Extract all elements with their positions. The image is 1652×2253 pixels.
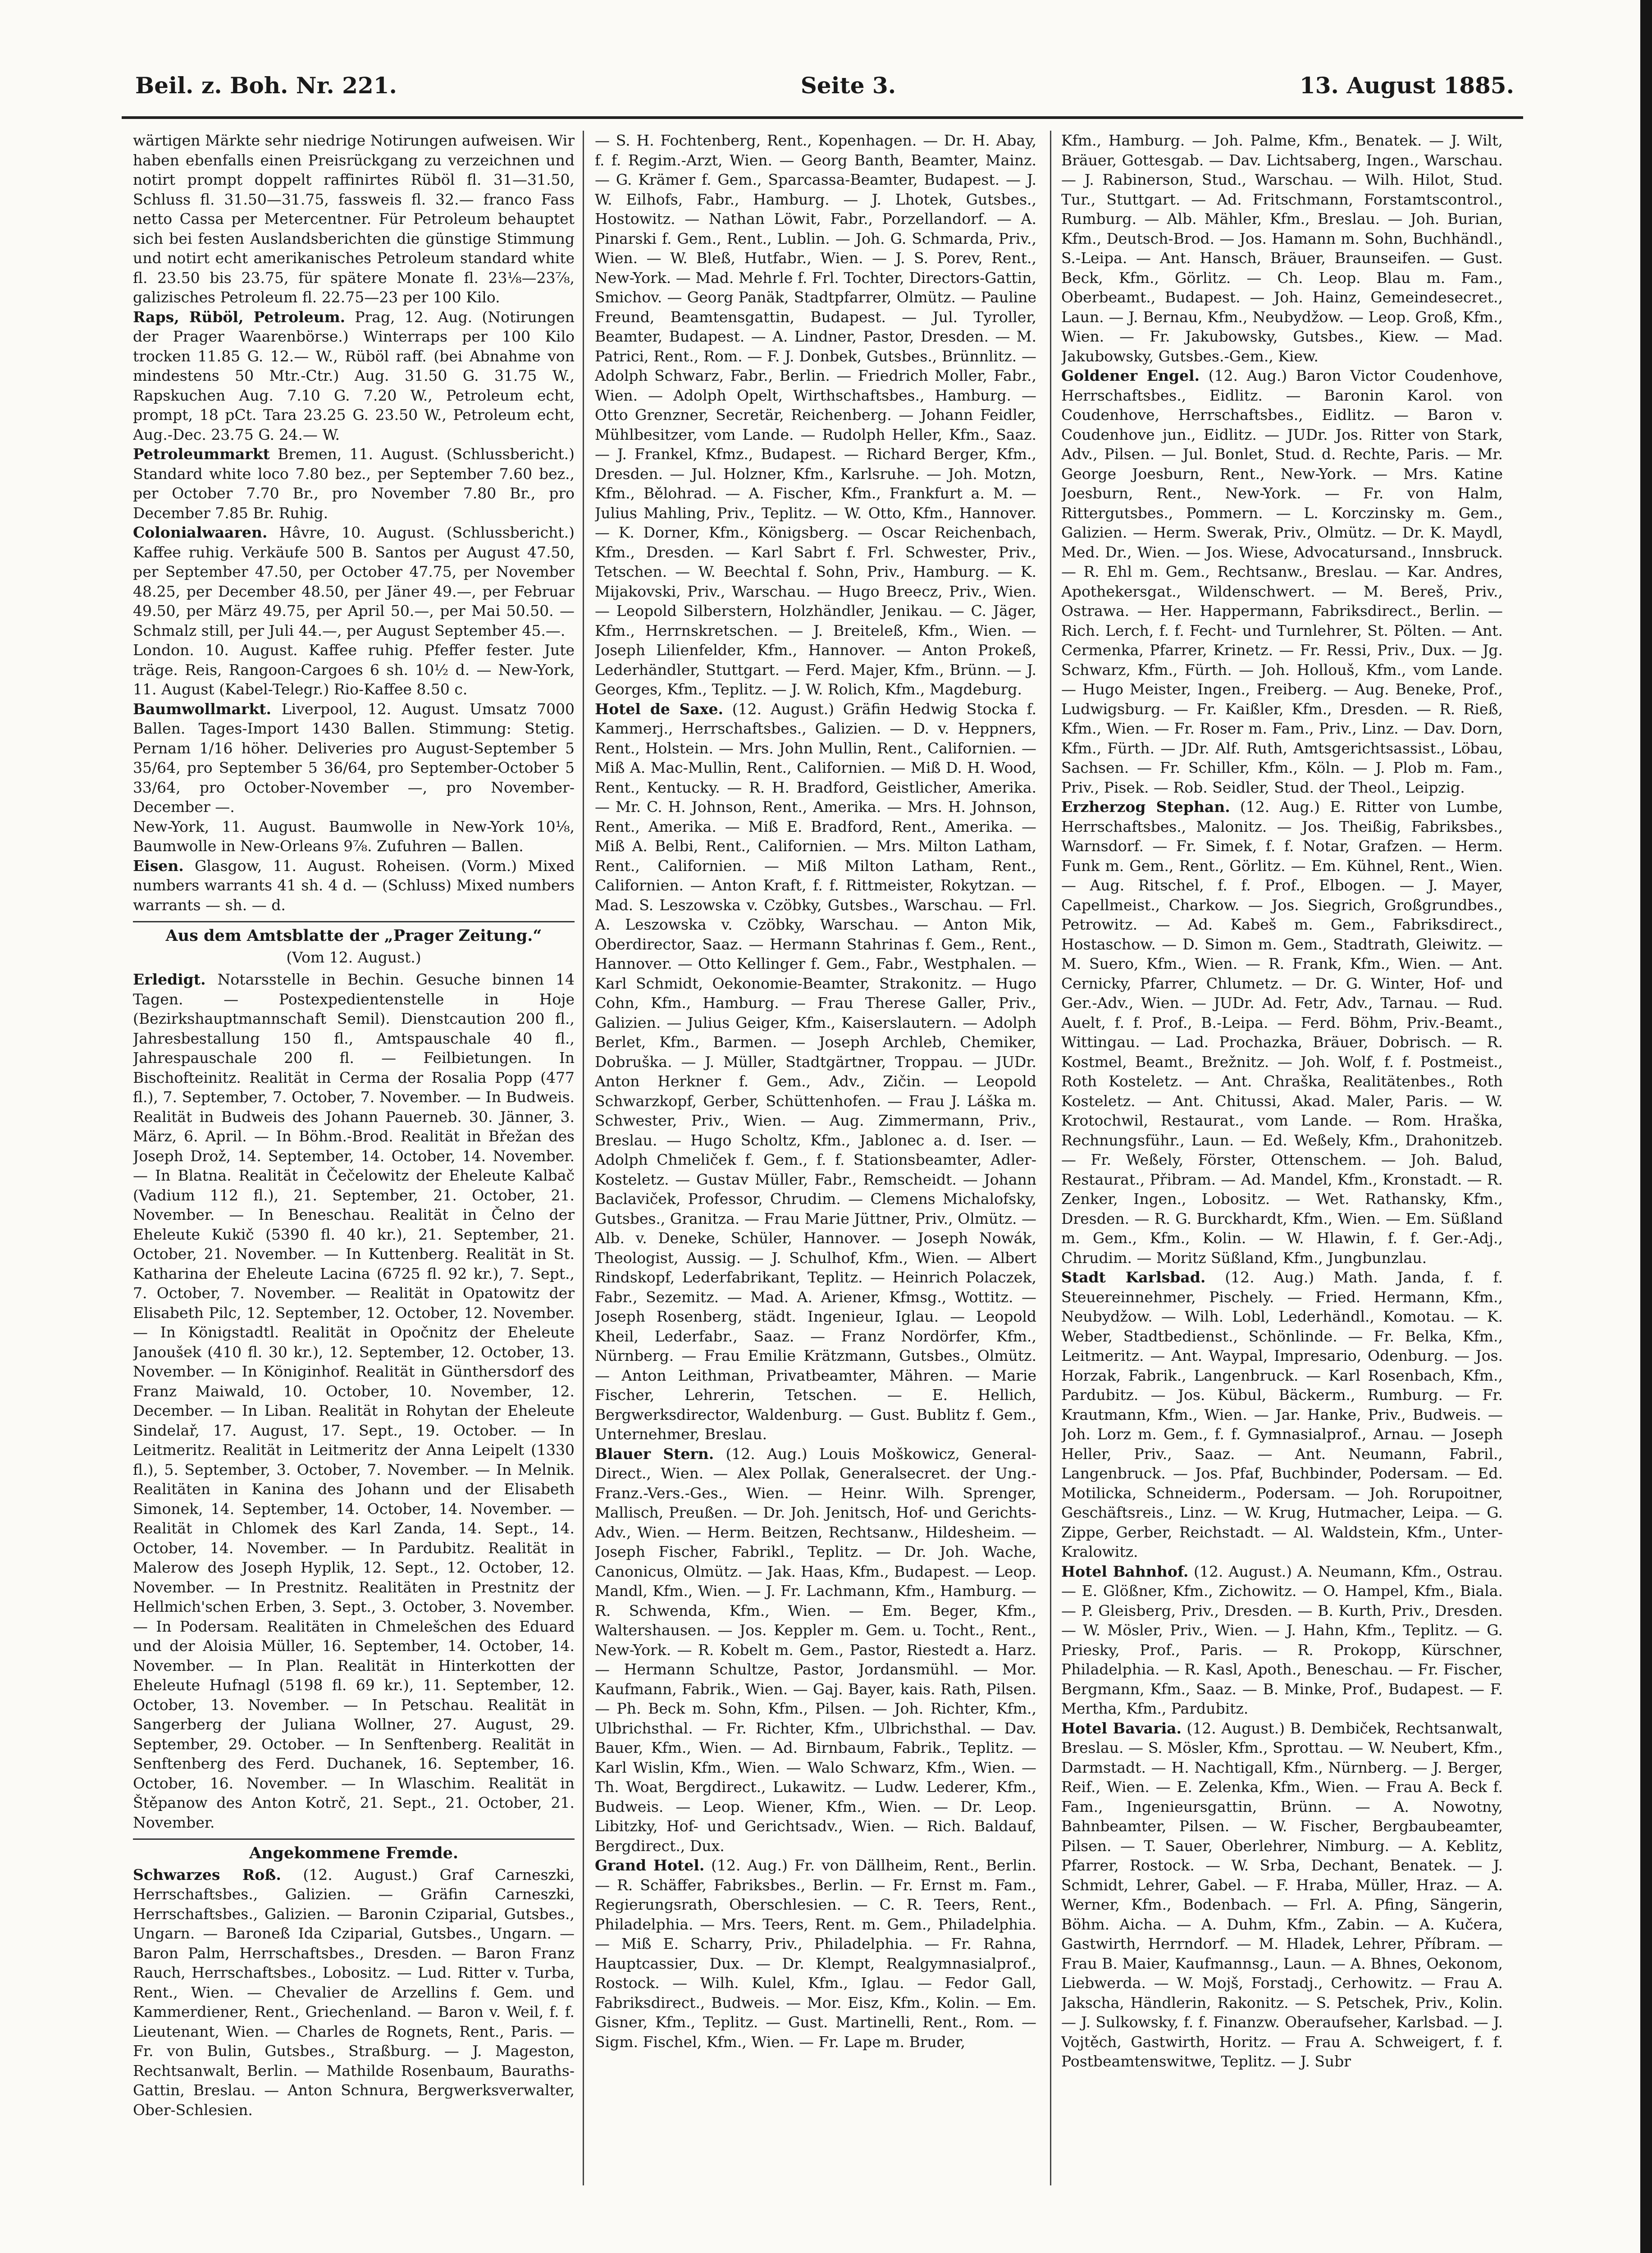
section-title-amtsblatt: Aus dem Amtsblatte der „Prager Zeitung.“ (165, 926, 542, 945)
notice-heading: Erledigt. (133, 971, 206, 988)
hotel-guest-list: (12. August.) A. Neumann, Kfm., Ostrau. — E. Glößner, Kfm., Zichowitz. — O. Hampel, Kfm., Biala. — P. Gleisberg, Priv., Dresden. — B. Kurth, Priv., Dresden. — W. Mösler, Priv., Wien. — J. Hahn, Kfm., Teplitz. — G. Priesky, Prof., Paris. — R. Prokopp, Kürschner, Philadelphia. — R. Kasl, Apoth., Beneschau. — Fr. Fischer, Bergmann, Kfm., Saaz. — B. Minke, Prof., Budapest. — F. Mertha, Kfm., Pardubitz. (1061, 1562, 1503, 1717)
hotel-guests-grand-hotel (595, 1856, 1036, 2052)
hotel-guests-hotel-bahnhof (1061, 1562, 1503, 1719)
market-report-glasgow (133, 856, 575, 915)
column-3 (1061, 131, 1503, 2230)
hotel-guest-list-continued: Kfm., Hamburg. — Joh. Palme, Kfm., Benatek. — J. Wilt, Bräuer, Gottesgab. — Dav. Lichtsaberg, Ingen., Warschau. — J. Rabinerson, Stud., Warschau. — Wilh. Hilot, Stud. Tur., Stuttgart. — Ad. Fritschmann, Forstamtscontrol., Rumburg. — Alb. Mähler, Kfm., Breslau. — Joh. Burian, Kfm., Deutsch-Brod. — Jos. Hamann m. Sohn, Buchhändl., S.-Leipa. — Ant. Hansch, Bräuer, Braunseifen. — Gust. Beck, Kfm., Görlitz. — Ch. Leop. Blau m. Fam., Oberbeamt., Budapest. — Joh. Hainz, Gemeindesecret., Laun. — J. Bernau, Kfm., Neubydžow. — Leop. Groß, Kfm., Wien. — Fr. Jakubowsky, Gutsbes., Kiew. — Mad. Jakubowsky, Gutsbes.-Gem., Kiew. (1061, 132, 1503, 365)
hotel-heading: Hotel Bahnhof. (1061, 1562, 1189, 1580)
section-rule (133, 1838, 575, 1840)
market-heading: Colonialwaaren. (133, 524, 268, 541)
page-header (135, 72, 1514, 104)
market-report-london: London. 10. August. Kaffee ruhig. Pfeffer fester. Jute träge. Reis, Rangoon-Cargoes 6 sh. 10½ d. — New-York, 11. August (Kabel-Telegr.) Rio-Kaffee 8.50 c. (133, 641, 575, 698)
column-1 (133, 131, 575, 2230)
market-report-newyork: New-York, 11. August. Baumwolle in New-York 10⅛, Baumwolle in New-Orleans 9⅞. Zufuhren — Ballen. (133, 817, 575, 855)
scan-edge (1640, 0, 1652, 2253)
market-heading: Baumwollmarkt. (133, 700, 271, 718)
column-separator (1050, 131, 1051, 2185)
hotel-heading: Hotel de Saxe. (595, 700, 723, 718)
hotel-heading: Blauer Stern. (595, 1445, 714, 1463)
hotel-guest-list: (12. August.) Gräfin Hedwig Stocka f. Kammerj., Herrschaftsbes., Galizien. — D. v. Heppners, Rent., Holstein. — Mrs. John Mullin, Rent., Californien. — Miß A. Mac-Mullin, Rent., Californien. — Miß D. H. Wood, Rent., Kentucky. — R. H. Bradford, Geistlicher, Amerika. — Mr. C. H. Johnson, Rent., Amerika. — Mrs. H. Johnson, Rent., Amerika. — Miß E. Bradford, Rent., Amerika. — Miß A. Belbi, Rent., Californien. — Mrs. Milton Latham, Rent., Californien. — Miß Milton Latham, Rent., Californien. — Anton Kraft, f. f. Rittmeister, Rokytzan. — Mad. S. Leszowska v. Czöbky, Gutsbes., Warschau. — Frl. A. Leszowska v. Czöbky, Warschau. — Anton Mik, Oberdirector, Saaz. — Hermann Stahrinas f. Gem., Rent., Hannover. — Otto Kellinger f. Gem., Fabr., Westphalen. — Karl Schmidt, Oekonomie-Beamter, Strakonitz. — Hugo Cohn, Kfm., Hamburg. — Frau Therese Galler, Priv., Galizien. — Julius Geiger, Kfm., Kaiserslautern. — Adolph Berlet, Kfm., Barmen. — Joseph Archleb, Chemiker, Dobruška. — J. Müller, Stadtgärtner, Troppau. — JUDr. Anton Herkner f. Gem., Adv., Zičin. — Leopold Schwarzkopf, Gerber, Schüttenhofen. — Frau J. Láška m. Schwester, Priv., Wien. — Aug. Zimmermann, Priv., Breslau. — Hugo Scholtz, Kfm., Jablonec a. d. Iser. — Adolph Chmeliček f. Gem., f. f. Stationsbeamter, Adler-Kosteletz. — Gustav Müller, Fabr., Remscheidt. — Johann Baclaviček, Professor, Chrudim. — Clemens Michalofsky, Gutsbes., Granitza. — Frau Marie Jüttner, Priv., Olmütz. — Alb. v. Deneke, Schüler, Hannover. — Joseph Nowák, Theologist, Aussig. — J. Schulhof, Kfm., Wien. — Albert Rindskopf, Lederfabrikant, Teplitz. — Heinrich Polaczek, Fabr., Sezemitz. — Mad. A. Ariener, Kfmsg., Wottitz. — Joseph Rosenberg, städt. Ingenieur, Iglau. — Leopold Kheil, Lederfabr., Saaz. — Franz Nordörfer, Kfm., Nürnberg. — Frau Emilie Krätzmann, Gutsbes., Olmütz. — Anton Leithman, Privatbeamter, Mähren. — Marie Fischer, Lehrerin, Tetschen. — E. Hellich, Bergwerksdirector, Waldenburg. — Gust. Bublitz f. Gem., Unternehmer, Breslau. (595, 700, 1036, 1443)
market-report-liverpool (133, 699, 575, 817)
market-heading: Raps, Rüböl, Petroleum. (133, 308, 346, 326)
market-text: Hâvre, 10. August. (Schlussbericht.) Kaffee ruhig. Verkäufe 500 B. Santos per August 47.50, per September 47.50, per October 47.75, per November 48.25, per December 48.50, per Jäner 49.—, per Februar 49.50, per März 49.75, per April 50.—, per Mai 50.50. — Schmalz still, per Juli 44.—, per August September 45.—. (133, 524, 575, 639)
market-heading: Petroleummarkt (133, 445, 270, 463)
section-subtitle: (Vom 12. August.) (286, 948, 421, 966)
market-report-havre (133, 523, 575, 640)
header-rule (122, 116, 1523, 119)
hotel-guests-hotel-bavaria (1061, 1719, 1503, 2071)
market-text: Prag, 12. Aug. (Notirungen der Prager Waarenbörse.) Winterraps per 100 Kilo trocken 11.85 G. 12.— W., Rüböl raff. (bei Abnahme von mindestens 50 Mtr.-Ctr.) Aug. 31.50 G. 31.75 W., Rapskuchen Aug. 7.10 G. 7.20 W., Petroleum echt, prompt, 18 pCt. Tara 23.25 G. 23.50 W., Petroleum echt, Aug.-Dec. 23.75 G. 24.— W. (133, 308, 575, 443)
hotel-guest-list: (12. Aug.) Math. Janda, f. f. Steuereinnehmer, Pischely. — Fried. Hermann, Kfm., Neubydžow. — Wilh. Lobl, Lederhändl., Komotau. — K. Weber, Stadtbedienst., Schönlinde. — Fr. Belka, Kfm., Leitmeritz. — Ant. Waypal, Impresario, Odenburg. — Jos. Horzak, Fabrik., Langenbruck. — Karl Rosenbach, Kfm., Pardubitz. — Jos. Kübul, Bäckerm., Rumburg. — Fr. Krautmann, Kfm., Wien. — Jar. Hanke, Priv., Budweis. — Joh. Lorz m. Gem., f. f. Gymnasialprof., Arnau. — Joseph Heller, Priv., Saaz. — Ant. Neumann, Fabril., Langenbruck. — Jos. Pfaf, Buchbinder, Podersam. — Ed. Motilicka, Schneiderm., Podersam. — Joh. Rorupoitner, Geschäftsreis., Linz. — W. Krug, Hutmacher, Leipa. — G. Zippe, Gerber, Reichstadt. — Al. Waldstein, Kfm., Unter-Kralowitz. (1061, 1268, 1503, 1560)
header-left: Beil. z. Boh. Nr. 221. (135, 72, 397, 99)
notice-text: Notarsstelle in Bechin. Gesuche binnen 14 Tagen. — Postexpedientenstelle in Hoje (Bezirkshauptmannschaft Semil). Dienstcaution 200 fl., Jahresbestallung 150 fl., Amtspauschale 40 fl., Jahrespauschale 200 fl. — Feilbietungen. In Bischofteinitz. Realität in Cerma der Rosalia Popp (477 fl.), 7. September, 7. October, 7. November. — In Budweis. Realität in Budweis des Johann Pauerneb. 30. Jänner, 3. März, 6. April. — In Böhm.-Brod. Realität in Břežan des Joseph Drož, 14. September, 14. October, 14. November. — In Blatna. Realität in Čečelowitz der Eheleute Kalbač (Vadium 112 fl.), 21. September, 21. October, 21. November. — In Beneschau. Realität in Čelno der Eheleute Kukič (5390 fl. 40 kr.), 21. September, 21. October, 21. November. — In Kuttenberg. Realität in St. Katharina der Eheleute Lacina (6725 fl. 92 kr.), 7. Sept., 7. October, 7. November. — Realität in Opatowitz der Elisabeth Pilc, 12. September, 12. October, 12. November. — In Königstadtl. Realität in Opočnitz der Eheleute Janoušek (410 fl. 30 kr.), 12. September, 12. October, 13. November. — In Königinhof. Realität in Günthersdorf des Franz Maiwald, 10. October, 10. November, 12. December. — In Liban. Realität in Rohytan der Eheleute Sindelař, 17. August, 17. Sept., 19. October. — In Leitmeritz. Realität in Leitmeritz der Anna Leipelt (1330 fl.), 5. September, 3. October, 7. November. — In Melnik. Realitäten in Kanina des Johann und der Elisabeth Simonek, 14. September, 14. October, 14. November. — Realität in Chlomek des Karl Zanda, 14. Sept., 14. October, 14. November. — In Pardubitz. Realität in Malerow des Joseph Hyplik, 12. Sept., 12. October, 12. November. — In Prestnitz. Realitäten in Prestnitz der Hellmich'schen Erben, 3. Sept., 3. October, 3. November. — In Podersam. Realitäten in Chmelešchen des Eduard und der Aloisia Müller, 16. September, 14. October, 14. November. — In Plan. Realität in Hinterkotten der Eheleute Hufnagl (5198 fl. 69 kr.), 11. September, 12. October, 13. November. — In Petschau. Realität in Sangerberg der Juliana Wollner, 27. August, 29. September, 29. October. — In Senftenberg. Realität in Senftenberg des Ferd. Duchanek, 16. September, 16. October, 16. November. — In Wlaschim. Realität in Štěpanow des Anton Kotrč, 21. Sept., 21. October, 21. November. (133, 971, 575, 1831)
hotel-guest-list: (12. Aug.) Baron Victor Coudenhove, Herrschaftsbes., Eidlitz. — Baronin Karol. von Coudenhove, Herrschaftsbes., Eidlitz. — Baron v. Coudenhove jun., Eidlitz. — JUDr. Jos. Ritter von Stark, Adv., Pilsen. — Jul. Bonlet, Stud. d. Rechte, Paris. — Mr. George Joesburn, Rent., New-York. — Mrs. Katine Joesburn, Rent., New-York. — Fr. von Halm, Rittergutsbes., Pommern. — L. Korczinsky m. Gem., Galizien. — Herm. Swerak, Priv., Olmütz. — Dr. K. Maydl, Med. Dr., Wien. — Jos. Wiese, Advocatursand., Innsbruck. — R. Ehl m. Gem., Rechtsanw., Breslau. — Kar. Andres, Apothekersgat., Wildenschwert. — M. Bereš, Priv., Ostrawa. — Her. Happermann, Fabriksdirect., Berlin. — Rich. Lerch, f. f. Fecht- und Turnlehrer, St. Pölten. — Ant. Cermenka, Pfarrer, Krinetz. — Fr. Ressi, Priv., Dux. — Jg. Schwarz, Kfm., Fürth. — Joh. Hollouš, Kfm., vom Lande. — Hugo Meister, Ingen., Freiberg. — Aug. Beneke, Prof., Ludwigsburg. — Fr. Kaißler, Kfm., Dresden. — R. Rieß, Kfm., Wien. — Fr. Roser m. Fam., Priv., Linz. — Dav. Dorn, Kfm., Fürth. — JDr. Alf. Ruth, Amtsgerichtsassist., Löbau, Sachsen. — Fr. Schiller, Kfm., Köln. — J. Plob m. Fam., Priv., Pisek. — Rob. Seidler, Stud. der Theol., Leipzig. (1061, 367, 1503, 796)
market-text: Bremen, 11. August. (Schlussbericht.) Standard white loco 7.80 bez., per September 7.60 bez., per October 7.70 Br., pro November 7.80 Br., pro December 7.85 Br. Ruhig. (133, 445, 575, 522)
hotel-guests-blauer-stern (595, 1444, 1036, 1856)
hotel-guest-list: (12. August.) B. Dembiček, Rechtsanwalt, Breslau. — S. Mösler, Kfm., Sprottau. — W. Neubert, Kfm., Darmstadt. — H. Nachtigall, Kfm., Nürnberg. — J. Berger, Reif., Wien. — E. Zelenka, Kfm., Wien. — Frau A. Beck f. Fam., Ingenieursgattin, Brünn. — A. Nowotny, Bahnbeamter, Pilsen. — W. Fischer, Bergbaubeamter, Pilsen. — T. Sauer, Oberlehrer, Nimburg. — A. Keblitz, Pfarrer, Rostock. — W. Srba, Dechant, Benatek. — J. Schmidt, Lehrer, Gabel. — F. Hraba, Müller, Hraz. — A. Werner, Kfm., Bodenbach. — Frl. A. Pfing, Sängerin, Böhm. Aicha. — A. Duhm, Kfm., Zabin. — A. Kučera, Gastwirth, Herrndorf. — M. Hladek, Lehrer, Příbram. — Frau B. Maier, Kaufmannsg., Laun. — A. Bhnes, Oekonom, Liebwerda. — W. Mojš, Forstadj., Cerhowitz. — Frau A. Jakscha, Händlerin, Rakonitz. — S. Petschek, Priv., Kolin. — J. Sulkowsky, f. f. Finanzw. Oberaufseher, Karlsbad. — J. Vojtěch, Gastwirth, Horitz. — Frau A. Schweigert, f. f. Postbeamtenswitwe, Teplitz. — J. Subr (1061, 1719, 1503, 2070)
market-text: Liverpool, 12. August. Umsatz 7000 Ballen. Tages-Import 1430 Ballen. Stimmung: Stetig. Pernam 1/16 höher. Deliveries pro August-September 5 35/64, pro September 5 36/64, pro September-October 5 33/64, pro October-November —, pro November-December —. (133, 700, 575, 816)
header-right: 13. August 1885. (1299, 72, 1514, 99)
market-report-rubol: wärtigen Märkte sehr niedrige Notirungen aufweisen. Wir haben ebenfalls einen Preisrückgang zu verzeichnen und notirt prompt doppelt raffinirtes Rüböl fl. 31—31.50, Schluss fl. 31.50—31.75, fassweis fl. 32.— franco Fass netto Cassa per Metercentner. Für Petroleum behauptet sich bei festen Auslandsberichten die günstige Stimmung und notirt echt amerikanisches Petroleum standard white fl. 23.50 bis 23.75, für spätere Monate fl. 23⅛—23⅞, galizisches Petroleum fl. 22.75—23 per 100 Kilo. (133, 132, 575, 306)
hotel-heading: Grand Hotel. (595, 1856, 705, 1874)
market-text: Glasgow, 11. August. Roheisen. (Vorm.) Mixed numbers warrants 41 sh. 4 d. — (Schluss) Mixed numbers warrants — sh. — d. (133, 857, 575, 914)
hotel-guests-hotel-de-saxe (595, 699, 1036, 1444)
hotel-heading: Goldener Engel. (1061, 367, 1200, 384)
hotel-guest-list: (12. August.) Graf Carneszki, Herrschaftsbes., Galizien. — Gräfin Carneszki, Herrschaftsbes., Galizien. — Baronin Cziparial, Gutsbes., Ungarn. — Baroneß Ida Cziparial, Gutsbes., Ungarn. — Baron Palm, Herrschaftsbes., Dresden. — Baron Franz Rauch, Herrschaftsbes., Lobositz. — Lud. Ritter v. Turba, Rent., Wien. — Chevalier de Arzellins f. Gem. und Kammerdiener, Rent., Griechenland. — Baron v. Weil, f. f. Lieutenant, Wien. — Charles de Rognets, Rent., Paris. — Fr. von Bulin, Gutsbes., Straßburg. — J. Mageston, Rechtsanwalt, Berlin. — Mathilde Rosenbaum, Bauraths-Gattin, Breslau. — Anton Schnura, Bergwerksverwalter, Ober-Schlesien. (133, 1865, 575, 2119)
hotel-guest-list: (12. Aug.) E. Ritter von Lumbe, Herrschaftsbes., Malonitz. — Jos. Theißig, Fabriksbes., Warnsdorf. — Fr. Simek, f. f. Notar, Grafzen. — Herm. Funk m. Gem., Rent., Görlitz. — Em. Kühnel, Rent., Wien. — Aug. Ritschel, f. f. Prof., Elbogen. — J. Mayer, Capellmeist., Charkow. — Jos. Siegrich, Großgrundbes., Petrowitz. — Ad. Kabeš m. Gem., Fabriksdirect., Hostaschow. — D. Simon m. Gem., Stadtrath, Gleiwitz. — M. Suero, Kfm., Wien. — R. Frank, Kfm., Wien. — Ant. Cernicky, Pfarrer, Chlumetz. — Dr. G. Winter, Hof- und Ger.-Adv., Wien. — JUDr. Ad. Fetr, Adv., Tarnau. — Rud. Auelt, f. f. Prof., B.-Leipa. — Ferd. Böhm, Priv.-Beamt., Wittingau. — Lad. Prochazka, Bräuer, Dobrisch. — R. Kostmel, Beamt., Brežnitz. — Joh. Wolf, f. f. Postmeist., Roth Kosteletz. — Ant. Chraška, Realitätenbes., Roth Kosteletz. — Ant. Chitussi, Akad. Maler, Paris. — W. Krotochwil, Restaurat., vom Lande. — Rom. Hraška, Rechnungsführ., Laun. — Ed. Weßely, Kfm., Drahonitzeb. — Fr. Weßely, Förster, Ottenschem. — Joh. Balud, Restaurat., Přibram. — Ad. Mandel, Kfm., Kronstadt. — R. Zenker, Ingen., Lobositz. — Wet. Rathansky, Kfm., Dresden. — R. G. Burckhardt, Kfm., Wien. — Em. Süßland m. Gem., Kfm., Kolin. — W. Hlawin, f. f. Ger.-Adj., Chrudim. — Moritz Süßland, Kfm., Jungbunzlau. (1061, 798, 1503, 1267)
hotel-heading: Schwarzes Roß. (133, 1865, 281, 1884)
market-report-prag (133, 307, 575, 445)
hotel-guests-stadt-karlsbad (1061, 1268, 1503, 1562)
hotel-heading: Stadt Karlsbad. (1061, 1268, 1206, 1286)
hotel-heading: Erzherzog Stephan. (1061, 798, 1230, 816)
hotel-guest-list: (12. Aug.) Louis Moškowicz, General-Direct., Wien. — Alex Pollak, Generalsecret. der Ung.-Franz.-Vers.-Ges., Wien. — Heinr. Wilh. Sprenger, Mallisch, Preußen. — Dr. Joh. Jenitsch, Hof- und Gerichts-Adv., Wien. — Herm. Beitzen, Rechtsanw., Hildesheim. — Joseph Fischer, Fabrikl., Teplitz. — Dr. Joh. Wache, Canonicus, Olmütz. — Jak. Haas, Kfm., Budapest. — Leop. Mandl, Kfm., Wien. — J. Fr. Lachmann, Kfm., Hamburg. — R. Schwenda, Kfm., Wien. — Em. Beger, Kfm., Waltershausen. — Jos. Keppler m. Gem. u. Tocht., Rent., New-York. — R. Kobelt m. Gem., Pastor, Riestedt a. Harz. — Hermann Schultze, Pastor, Jordansmühl. — Mor. Kaufmann, Fabrik., Wien. — Gaj. Bayer, kais. Rath, Pilsen. — Ph. Beck m. Sohn, Kfm., Pilsen. — Joh. Richter, Kfm., Ulbrichsthal. — Fr. Richter, Kfm., Ulbrichsthal. — Dav. Bauer, Kfm., Wien. — Ad. Birnbaum, Fabrik., Teplitz. — Karl Wislin, Kfm., Wien. — Walo Schwarz, Kfm., Wien. — Th. Woat, Bergdirect., Lukawitz. — Ludw. Lederer, Kfm., Budweis. — Leop. Wiener, Kfm., Wien. — Dr. Leop. Libitzky, Hof- und Gerichtsadv., Wien. — Rich. Baldauf, Bergdirect., Dux. (595, 1445, 1036, 1855)
market-heading: Eisen. (133, 857, 184, 875)
hotel-guest-list: (12. Aug.) Fr. von Dällheim, Rent., Berlin. — R. Schäffer, Fabriksbes., Berlin. — Fr. Ernst m. Fam., Regierungsrath, Oberschlesien. — C. R. Teers, Rent., Philadelphia. — Mrs. Teers, Rent. m. Gem., Philadelphia. — Miß E. Scharry, Priv., Philadelphia. — Fr. Rahna, Hauptcassier, Dux. — Dr. Klempt, Realgymnasialprof., Rostock. — Wilh. Kulel, Kfm., Iglau. — Fedor Gall, Fabriksdirect., Budweis. — Mor. Eisz, Kfm., Kolin. — Em. Gisner, Kfm., Teplitz. — Gust. Martinelli, Rent., Rom. — Sigm. Fischel, Kfm., Wien. — Fr. Lape m. Bruder, (595, 1856, 1036, 2051)
section-rule (133, 921, 575, 922)
market-report-bremen (133, 444, 575, 523)
section-title-fremde: Angekommene Fremde. (249, 1844, 459, 1862)
hotel-guests-erzherzog-stephan (1061, 797, 1503, 1268)
column-2 (595, 131, 1036, 2230)
official-notices (133, 970, 575, 1832)
hotel-guest-list-continued: — S. H. Fochtenberg, Rent., Kopenhagen. — Dr. H. Abay, f. f. Regim.-Arzt, Wien. — Georg Banth, Beamter, Mainz. — G. Krämer f. Gem., Sparcassa-Beamter, Budapest. — J. W. Eilhofs, Fabr., Hamburg. — J. Lhotek, Gutsbes., Hostowitz. — Nathan Löwit, Fabr., Porzellandorf. — A. Pinarski f. Gem., Rent., Lublin. — Joh. G. Schmarda, Priv., Wien. — W. Bleß, Hutfabr., Wien. — J. S. Porev, Rent., New-York. — Mad. Mehrle f. Frl. Tochter, Directors-Gattin, Smichov. — Georg Panäk, Stadtpfarrer, Olmütz. — Pauline Freund, Beamtensgattin, Budapest. — Jul. Tyroller, Beamter, Budapest. — A. Lindner, Pastor, Dresden. — M. Patrici, Rent., Rom. — F. J. Donbek, Gutsbes., Brünnlitz. — Adolph Schwarz, Fabr., Berlin. — Friedrich Moller, Fabr., Wien. — Adolph Opelt, Wirthschaftsbes., Hamburg. — Otto Grenzner, Secretär, Reichenberg. — Johann Feidler, Mühlbesitzer, vom Lande. — Rudolph Heller, Kfm., Saaz. — J. Frankel, Kfmz., Budapest. — Richard Berger, Kfm., Dresden. — Jul. Holzner, Kfm., Karlsruhe. — Joh. Motzn, Kfm., Bělohrad. — A. Fischer, Kfm., Frankfurt a. M. — Julius Mahling, Priv., Teplitz. — W. Otto, Kfm., Hannover. — K. Dorner, Kfm., Königsberg. — Oscar Reichenbach, Kfm., Dresden. — Karl Sabrt f. Frl. Schwester, Priv., Tetschen. — W. Beechtal f. Sohn, Priv., Hamburg. — K. Mijakovski, Priv., Warschau. — Hugo Breecz, Priv., Wien. — Leopold Silberstern, Holzhändler, Jenikau. — C. Jäger, Kfm., Herrnskretschen. — J. Breiteleß, Kfm., Wien. — Joseph Lilienfelder, Kfm., Hannover. — Anton Prokeß, Lederhändler, Stuttgart. — Ferd. Majer, Kfm., Brünn. — J. Georges, Kfm., Teplitz. — J. W. Rolich, Kfm., Magdeburg. (595, 132, 1036, 698)
header-center: Seite 3. (800, 72, 896, 99)
column-separator (583, 131, 584, 2185)
hotel-heading: Hotel Bavaria. (1061, 1719, 1182, 1737)
hotel-guests-schwarzes-ross (133, 1865, 575, 2120)
hotel-guests-goldener-engel (1061, 366, 1503, 797)
